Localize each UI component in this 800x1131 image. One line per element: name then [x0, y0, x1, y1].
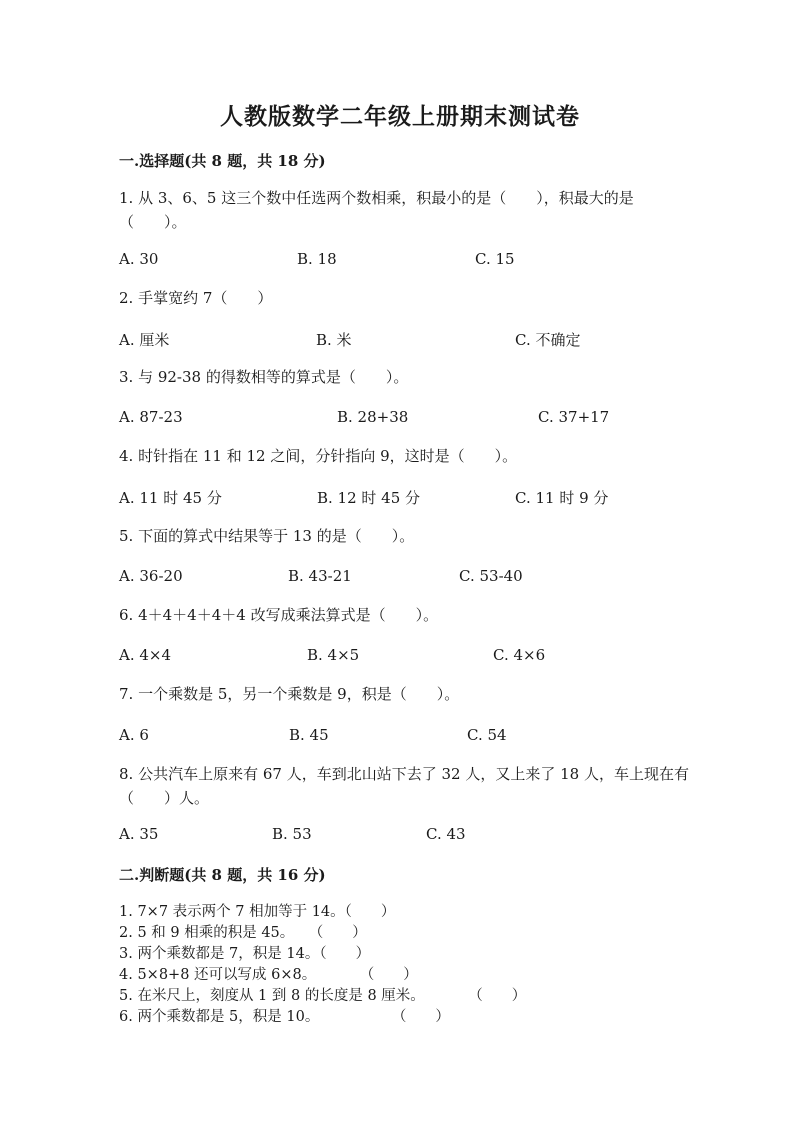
question-text: 5. 下面的算式中结果等于 13 的是（ ）。 — [119, 527, 415, 545]
judgement-item: 6. 两个乘数都是 5，积是 10。 （ ） — [119, 1009, 450, 1025]
question-text: 7. 一个乘数是 5，另一个乘数是 9，积是（ ）。 — [119, 685, 460, 703]
option-c: C. 11 时 9 分 — [515, 489, 609, 507]
option-c: C. 37+17 — [538, 408, 610, 426]
section-heading-judgement: 二.判断题(共 8 题，共 16 分) — [119, 866, 326, 884]
option-b: B. 4×5 — [307, 646, 360, 664]
option-a: A. 4×4 — [119, 646, 172, 664]
option-c: C. 53-40 — [459, 567, 523, 585]
option-b: B. 28+38 — [337, 408, 409, 426]
page-title: 人教版数学二年级上册期末测试卷 — [220, 103, 580, 130]
option-b: B. 43-21 — [288, 567, 352, 585]
question-text: 1. 从 3、6、5 这三个数中任选两个数相乘，积最小的是（ ），积最大的是（ ）。 — [119, 189, 634, 231]
option-a: A. 36-20 — [119, 567, 183, 585]
question-options — [119, 487, 719, 509]
option-c: C. 54 — [467, 726, 507, 744]
option-a: A. 87-23 — [119, 408, 183, 426]
option-c: C. 4×6 — [493, 646, 546, 664]
judgement-item: 2. 5 和 9 相乘的积是 45。 （ ） — [119, 925, 367, 941]
question-text: 3. 与 92-38 的得数相等的算式是（ ）。 — [119, 368, 409, 386]
option-c: C. 不确定 — [515, 331, 581, 349]
judgement-item: 5. 在米尺上，刻度从 1 到 8 的长度是 8 厘米。 （ ） — [119, 988, 527, 1004]
option-a: A. 6 — [119, 726, 149, 744]
question-text: 2. 手掌宽约 7（ ） — [119, 289, 273, 307]
question-options — [119, 329, 719, 351]
question-options — [119, 408, 719, 430]
option-a: A. 厘米 — [119, 331, 170, 349]
option-b: B. 12 时 45 分 — [317, 489, 421, 507]
question-options — [119, 567, 719, 589]
option-b: B. 45 — [289, 726, 329, 744]
section-heading-choice: 一.选择题(共 8 题，共 18 分) — [119, 152, 326, 170]
question-options — [119, 250, 719, 272]
question-options — [119, 726, 719, 748]
option-b: B. 18 — [297, 250, 337, 268]
option-c: C. 43 — [426, 825, 466, 843]
option-b: B. 53 — [272, 825, 312, 843]
judgement-item: 3. 两个乘数都是 7，积是 14。（ ） — [119, 946, 371, 962]
question-text: 8. 公共汽车上原来有 67 人，车到北山站下去了 32 人，又上来了 18 人，车上现在有（ ）人。 — [119, 765, 689, 807]
option-b: B. 米 — [316, 331, 352, 349]
question-options — [119, 825, 719, 847]
judgement-item: 1. 7×7 表示两个 7 相加等于 14。（ ） — [119, 904, 396, 920]
option-a: A. 11 时 45 分 — [119, 489, 222, 507]
question-text: 4. 时针指在 11 和 12 之间，分针指向 9，这时是（ ）。 — [119, 447, 518, 465]
option-a: A. 35 — [119, 825, 159, 843]
question-options — [119, 646, 719, 668]
option-c: C. 15 — [475, 250, 515, 268]
judgement-item: 4. 5×8+8 还可以写成 6×8。 （ ） — [119, 967, 418, 983]
question-text: 6. 4＋4＋4＋4＋4 改写成乘法算式是（ ）。 — [119, 606, 439, 624]
option-a: A. 30 — [119, 250, 159, 268]
